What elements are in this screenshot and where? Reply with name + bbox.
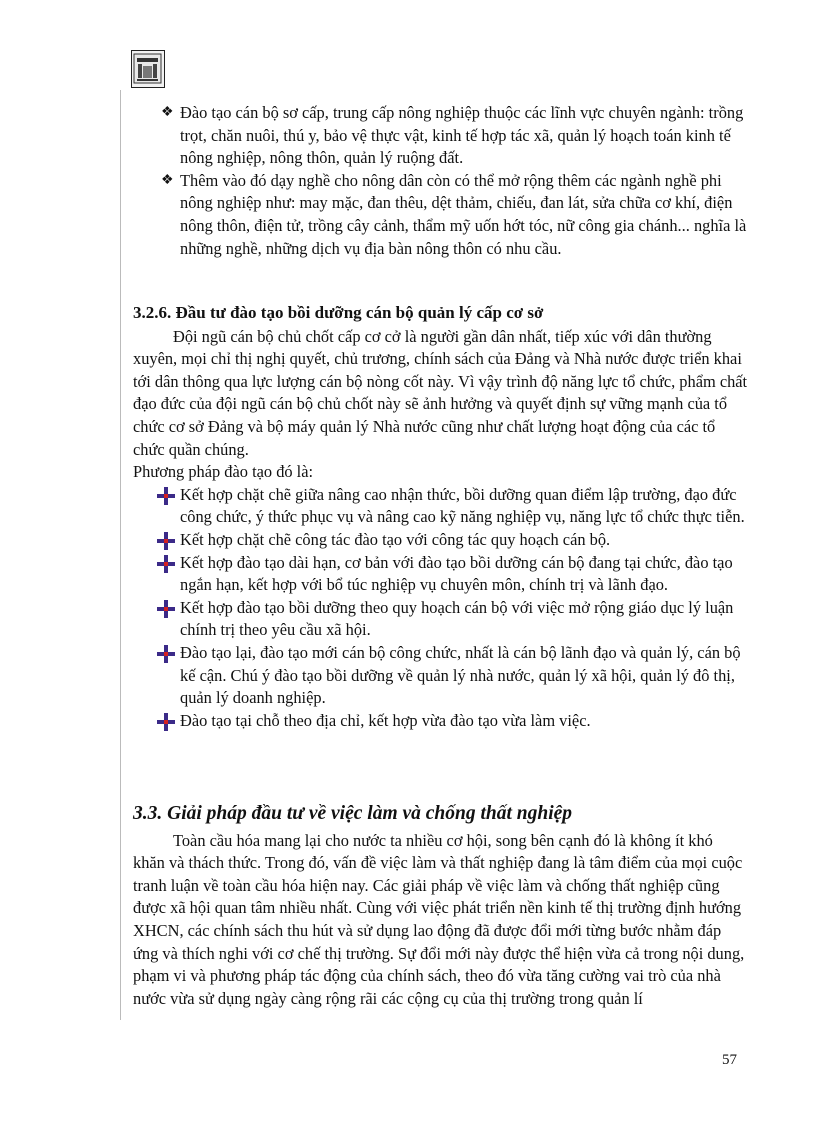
book-seal-icon	[131, 50, 165, 88]
diamond-bullet-icon: ❖	[161, 172, 174, 188]
item-text: Đào tạo lại, đào tạo mới cán bộ công chức, nhất là cán bộ lãnh đạo và quản lý, cán bộ kế cận. Chú ý đào tạo bồi dưỡng về quản lý nhà nước, quản lý xã hội, quản lý đô thị, quản lý doanh nghiệp.	[180, 642, 741, 708]
diamond-bullet-icon: ❖	[161, 105, 174, 120]
top-bullet-list	[133, 102, 748, 260]
cross-arrow-bullet-icon	[157, 487, 175, 505]
cross-arrow-bullet-icon	[157, 532, 175, 550]
item-text: Kết hợp đào tạo bồi dưỡng theo quy hoạch cán bộ với việc mở rộng giáo dục lý luận chính trị theo yêu cầu xã hội.	[180, 597, 734, 640]
section-paragraph: Đội ngũ cán bộ chủ chốt cấp cơ cở là người gần dân nhất, tiếp xúc với dân thường xuyên, mọi chỉ thị nghị quyết, chủ trương, chính sách của Đảng và Nhà nước được triển khai tới dân thông qua lực lượng cán bộ nòng cốt này. Vì vậy trình độ năng lực tổ chức, phẩm chất đạo đức của đội ngũ cán bộ chủ chốt này sẽ ảnh hưởng và quyết định sự vững mạnh của tổ chức cơ sở Đảng và bộ máy quản lý Nhà nước cũng như chất lượng hoạt động của các tổ chức quần chúng.	[133, 326, 748, 459]
margin-line	[120, 90, 121, 1020]
bullet-text: Thêm vào đó dạy nghề cho nông dân còn có thể mở rộng thêm các ngành nghề phi nông nghiệp như: may mặc, đan thêu, dệt thảm, chiếu, đan lát, sửa chữa cơ khí, điện nông thôn, điện tử, trồng cây cảnh, thẩm mỹ uốn hớt tóc, nữ công gia chánh... nghĩa là những nghề, những dịch vụ địa bàn nông thôn có nhu cầu.	[180, 170, 747, 258]
cross-arrow-bullet-icon	[157, 645, 175, 663]
cross-arrow-bullet-icon	[157, 555, 175, 573]
item-text: Đào tạo tại chỗ theo địa chỉ, kết hợp vừa đào tạo vừa làm việc.	[180, 710, 591, 730]
list-item	[133, 552, 748, 597]
section-3-3	[133, 803, 748, 1010]
page-number: 57	[722, 1052, 737, 1068]
item-text: Kết hợp đào tạo dài hạn, cơ bản với đào tạo bồi dưỡng cán bộ đang tại chức, đào tạo ngắn hạn, kết hợp với bổ túc nghiệp vụ chuyên môn, chính trị và lãnh đạo.	[180, 552, 733, 595]
list-item	[133, 710, 748, 733]
section-paragraph: Toàn cầu hóa mang lại cho nước ta nhiều cơ hội, song bên cạnh đó là không ít khó khăn và thách thức. Trong đó, vấn đề việc làm và thất nghiệp đang là tâm điểm của mọi cuộc tranh luận về toàn cầu hóa hiện nay. Các giải pháp về việc làm và chống thất nghiệp cũng được xã hội quan tâm nhiều nhất. Cùng với việc phát triển nền kinh tế thị trường định hướng XHCN, các chính sách thu hút và sử dụng lao động đã được đổi mới từng bước nhằm đáp ứng và thích nghi với cơ chế thị trường. Sự đổi mới này được thể hiện vừa cả trong nội dung, phạm vi và phương pháp tác động của chính sách, theo đó vừa tăng cường vai trò của nhà nước vừa sử dụng ngày càng rộng rãi các cộng cụ của thị trường trong quản lí	[133, 830, 745, 1008]
cross-arrow-bullet-icon	[157, 713, 175, 731]
item-text: Kết hợp chặt chẽ công tác đào tạo với công tác quy hoạch cán bộ.	[180, 529, 611, 549]
cross-arrow-bullet-icon	[157, 600, 175, 618]
list-item	[133, 102, 748, 170]
section-lead: Phương pháp đào tạo đó là:	[133, 462, 314, 482]
section-heading: 3.3. Giải pháp đầu tư về việc làm và chống thất nghiệp	[133, 803, 573, 824]
section-3-2-6	[133, 302, 748, 732]
item-text: Kết hợp chặt chẽ giữa nâng cao nhận thức, bồi dưỡng quan điểm lập trường, đạo đức công chức, ý thức phục vụ và nâng cao kỹ năng nghiệp vụ, năng lực tổ chức thực tiễn.	[180, 484, 745, 527]
list-item	[133, 597, 748, 642]
section-heading: 3.2.6. Đầu tư đào tạo bồi dưỡng cán bộ quản lý cấp cơ sở	[133, 303, 544, 322]
list-item	[133, 642, 748, 710]
list-item	[133, 529, 748, 552]
book-seal-icon-graphic	[132, 51, 163, 86]
list-item	[133, 170, 748, 260]
bullet-text: Đào tạo cán bộ sơ cấp, trung cấp nông nghiệp thuộc các lĩnh vực chuyên ngành: trồng trọt, chăn nuôi, thú y, bảo vệ thực vật, kinh tế hợp tác xã, quản lý hoạch toán kinh tế nông nghiệp, nông thôn, quản lý ruộng đất.	[180, 103, 744, 168]
list-item	[133, 484, 748, 529]
